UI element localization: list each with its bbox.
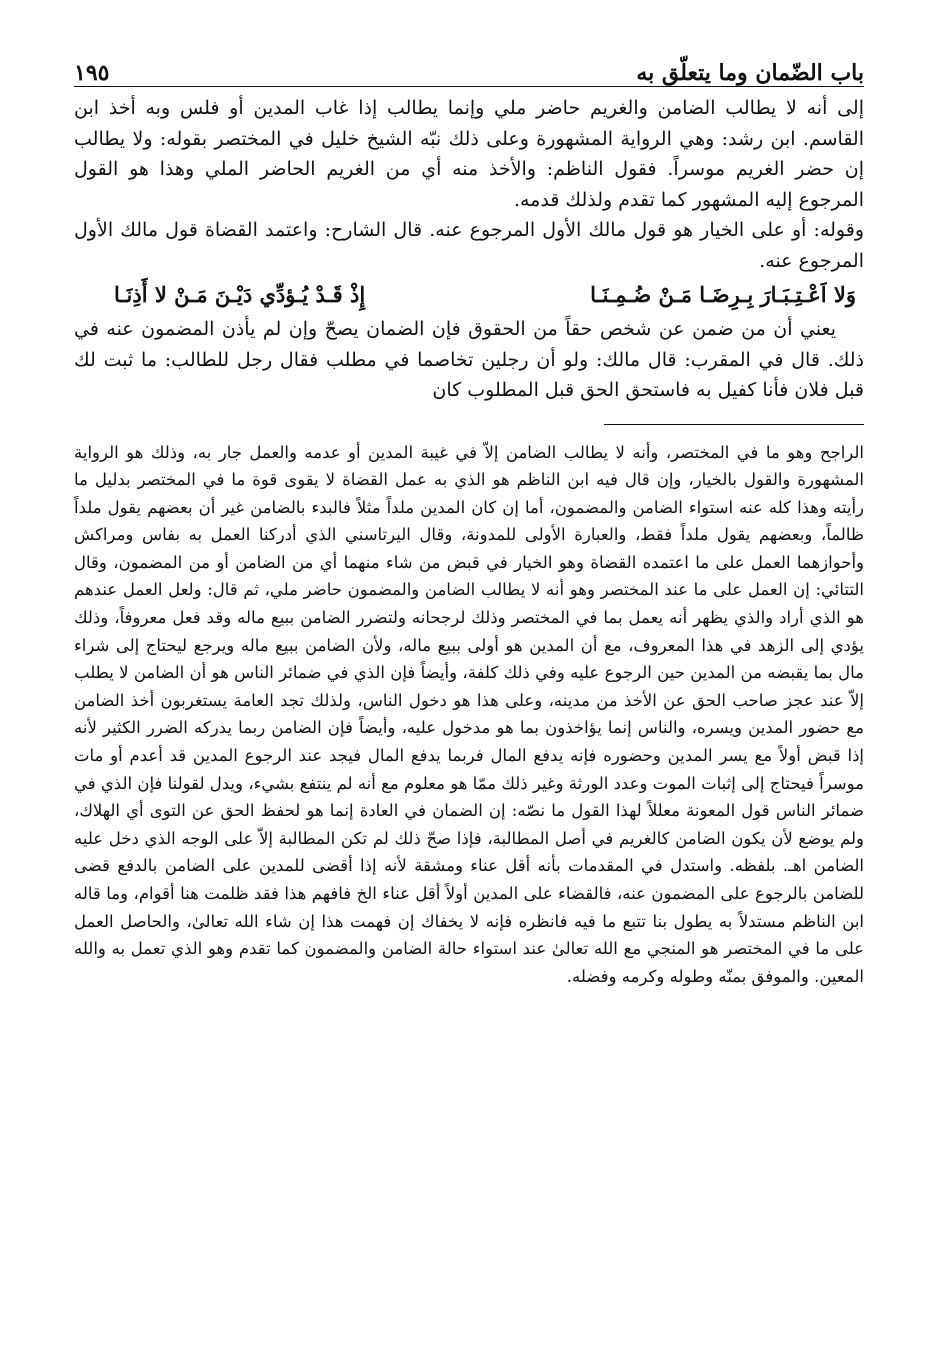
footnote: [74, 439, 864, 991]
chapter-title: باب الضّمان وما يتعلّق به: [636, 60, 864, 86]
paragraph-2: وقوله: أو على الخيار هو قول مالك الأول المرجوع عنه. قال الشارح: واعتمد القضاة قول مالك الأول المرجوع عنه.: [74, 219, 864, 272]
page-number: ١٩٥: [74, 60, 110, 86]
main-text: [74, 93, 864, 406]
paragraph-1: إلى أنه لا يطالب الضامن والغريم حاضر ملي وإنما يطالب إذا غاب المدين أو فلس وبه أخذ ابن القاسم. ابن رشد: وهي الرواية المشهورة وعلى ذلك نبّه الشيخ خليل في المختصر بقوله: ولا يطالب إن حضر الغريم موسراً. فقول الناظم: والأخذ منه أي من الغريم الحاضر الملي وهذا هو القول المرجوع إليه المشهور كما تقدم ولذلك قدمه.: [74, 97, 864, 211]
footnote-separator-wrap: [74, 424, 864, 425]
running-header: [74, 46, 864, 87]
footnote-separator: [604, 424, 864, 425]
verse-second-hemistich: إِذْ قَـدْ يُـؤدِّي دَيْـنَ مَـنْ لا أَذِنَـا: [114, 282, 366, 307]
footnote-text: الراجح وهو ما في المختصر، وأنه لا يطالب الضامن إلاّ في غيبة المدين أو عدمه والعمل جار به، وذلك هو الرواية المشهورة والقول بالخيار، وإن قال فيه ابن الناظم هو الذي به عمل القضاة لا يقوى قوة ما في المختصر بدليل ما رأيته وهذا كله عنه استواء الضامن والمضمون، أما إن كان المدين ملداً مثلاً فالبدء بالضامن غير أن بعضهم يقول ملداً ظالماً، وبعضهم يقول ملداً فقط، والعبارة الأولى للمدونة، وقال اليرتاسني الذي أدركنا العمل به بفاس ومراكش وأحوازهما العمل على ما اعتمده القضاة وهو الخيار في قبض من شاء منهما أي من الضامن أو من المضمون، وقال التتائي: إن العمل على ما عند المختصر وهو أنه لا يطالب الضامن والمضمون حاضر ملي، ثم قال: ولعل العمل عندهم هو الذي أراد والذي يظهر أنه يعمل بما في المختصر وذلك لرجحانه ولتضرر الضامن ببيع ماله وقد فعل معروفاً، وذلك يؤدي إلى الزهد في هذا المعروف، مع أن المدين هو أولى ببيع ماله، ولأن الضامن ببيع ماله ويرجع ليحتاج إلى شراء مال بما يقبضه من المدين حين الرجوع عليه وفي ذلك كلفة، وأيضاً فإن الذي في ضمائر الناس هو أن الضامن لا يطلب إلاّ عند عجز صاحب الحق عن الأخذ من مدينه، وعلى هذا هو دخول الناس، ولذلك تجد العامة يستغربون أخذ الضامن مع حضور المدين ويسره، والناس إنما يؤاخذون بما هو مدخول عليه، وأيضاً فإن الضامن ربما يدركه الضرر الكثير لأنه إذا قبض أولاً مع يسر المدين وحضوره فإنه يدفع المال فربما يدفع المال فيجد عند الرجوع المدين قد أعدم أو مات موسراً فيحتاج إلى إثبات الموت وعدد الورثة وغير ذلك ممّا هو معلوم مع أنه لم ينتفع بشيء، ويدل لقولنا فإن الذي في ضمائر الناس قول المعونة معللاً لهذا القول ما نصّه: إن الضمان في العادة إنما هو لحفظ الحق عن التوى أي الهلاك، ولم يوضع لأن يكون الضامن كالغريم في أصل المطالبة، فإذا صحّ ذلك لم تكن المطالبة إلاّ على الوجه الذي دخل عليه الضامن اهـ. بلفظه. واستدل في المقدمات بأنه أقل عناء ومشقة لأنه إذا أقضى للمدين على الضامن بالدفع قضى للضامن بالرجوع على المضمون عنه، فالقضاء على المدين أولاً أقل عناء الخ فافهم هذا فقد ظلمت هنا أقوام، وما قاله ابن الناظم مستدلاً به يطول بنا تتبع ما فيه فانظره فإنه لا يخفاك إن فهمت هذا إن شاء الله تعالىٰ، والحاصل العمل على ما في المختصر هو المنجي مع الله تعالىٰ عند استواء حالة الضامن والمضمون كما تقدم وهو الذي تعمل به والله المعين. والموفق بمنّه وطوله وكرمه وفضله.: [74, 442, 864, 986]
paragraph-3: يعني أن من ضمن عن شخص حقاً من الحقوق فإن الضمان يصحّ وإن لم يأذن المضمون عنه في ذلك. قال في المقرب: قال مالك: ولو أن رجلين تخاصما في مطلب فقال رجل للطالب: ما ثبت لك قبل فلان فأنا كفيل به فاستحق الحق قبل المطلوب كان: [74, 318, 864, 401]
verse-first-hemistich: وَلا اَعْـتِـبَـارَ بِـرِضَـا مَـنْ ضُـمِـنَـا: [590, 282, 856, 307]
poem-verse: [74, 276, 864, 314]
